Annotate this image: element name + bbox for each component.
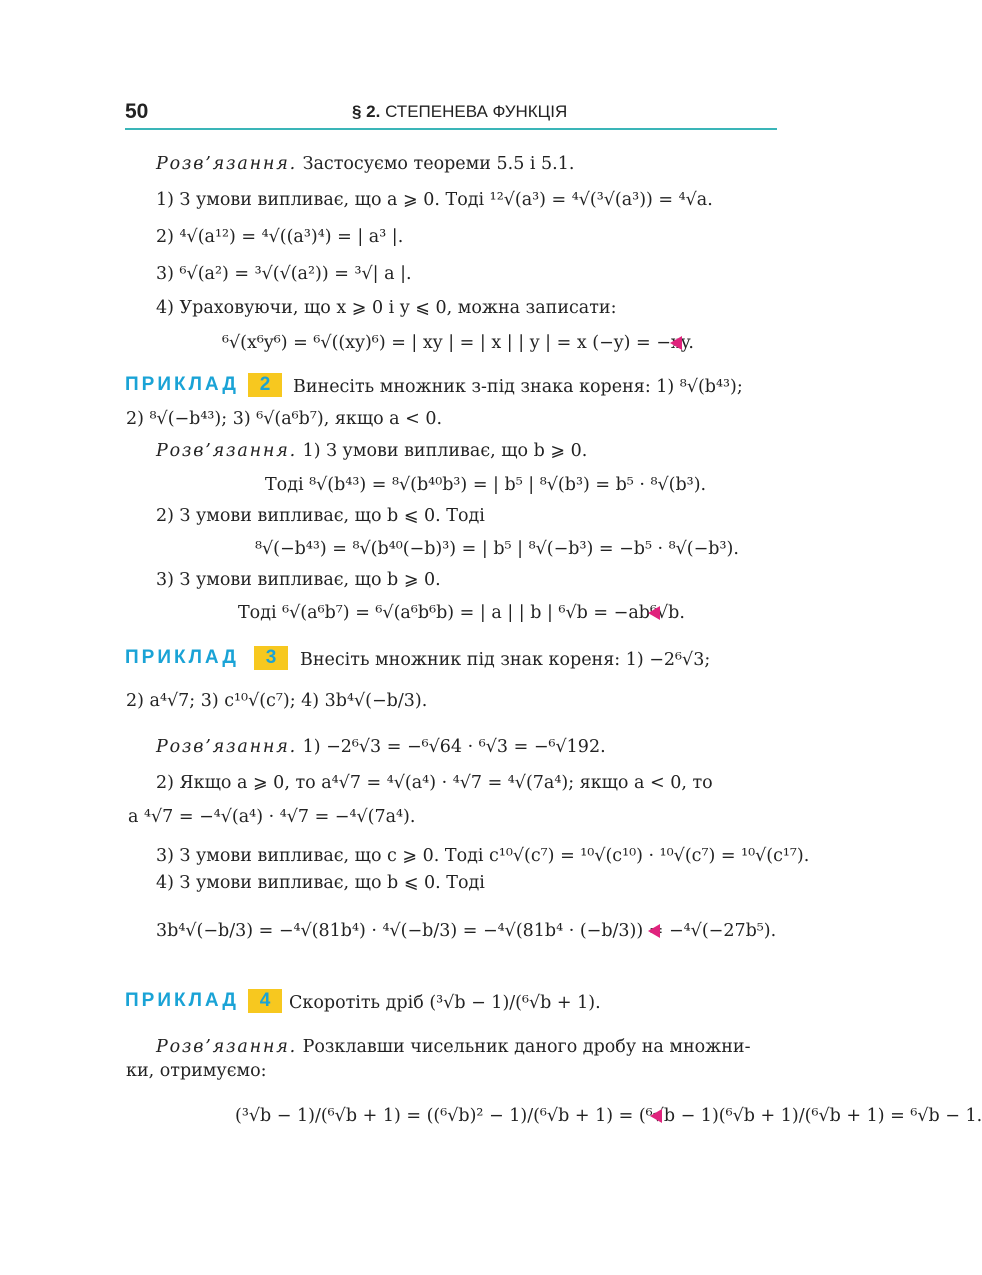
solution-line [156,440,587,462]
example-task: Скоротіть дріб (³√b − 1)/(⁶√b + 1). [289,993,601,1013]
solution-line: ки, отримуємо: [126,1061,267,1081]
solution-line: 3) ⁶√(a²) = ³√(√(a²)) = ³√| a |. [156,264,412,284]
section-title-text: СТЕПЕНЕВА ФУНКЦІЯ [385,102,568,121]
formula-line: ⁸√(−b⁴³) = ⁸√(b⁴⁰(−b)³) = | b⁵ | ⁸√(−b³) = −b⁵ · ⁸√(−b³). [255,539,739,559]
example-number: 2 [248,373,282,397]
end-of-solution-marker [648,606,660,620]
page-number: 50 [125,100,149,123]
solution-text: 1) −2⁶√3 = −⁶√64 · ⁶√3 = −⁶√192. [302,737,606,757]
formula-line: Тоді ⁶√(a⁶b⁷) = ⁶√(a⁶b⁶b) = | a | | b | ⁶√b = −ab⁶√b. [238,603,685,623]
solution-intro-text: Застосуємо теореми 5.5 і 5.1. [302,154,575,174]
example-number: 4 [248,989,282,1013]
solution-text: Розклавши чисельник даного дробу на множни- [302,1037,751,1057]
solution-line [156,1036,751,1058]
solution-label: Розв’язання. [156,737,297,757]
formula-line: 3b⁴√(−b/3) = −⁴√(81b⁴) · ⁴√(−b/3) = −⁴√(81b⁴ · (−b/3)) = −⁴√(−27b⁵). [156,921,777,941]
section-title [352,102,567,122]
solution-label: Розв’язання. [156,154,297,174]
example-task: 2) a⁴√7; 3) c¹⁰√(c⁷); 4) 3b⁴√(−b/3). [126,691,428,711]
example-task: Внесіть множник під знак кореня: 1) −2⁶√3; [300,650,711,670]
solution-text: 1) З умови випливає, що b ⩾ 0. [302,441,588,461]
solution-label: Розв’язання. [156,1037,297,1057]
example-label: ПРИКЛАД [125,990,239,1011]
example-task: 2) ⁸√(−b⁴³); 3) ⁶√(a⁶b⁷), якщо a < 0. [126,409,443,429]
solution-line [156,736,606,758]
end-of-solution-marker [650,1109,662,1123]
header-rule [125,128,777,130]
formula-line: Тоді ⁸√(b⁴³) = ⁸√(b⁴⁰b³) = | b⁵ | ⁸√(b³) = b⁵ · ⁸√(b³). [265,475,707,495]
solution-intro [156,153,574,175]
example-number: 3 [254,646,288,670]
example-label: ПРИКЛАД [125,647,239,668]
solution-label: Розв’язання. [156,441,297,461]
formula-line: (³√b − 1)/(⁶√b + 1) = ((⁶√b)² − 1)/(⁶√b + 1) = (⁶√b − 1)(⁶√b + 1)/(⁶√b + 1) = ⁶√b − 1. [235,1106,982,1126]
section-mark: § 2. [352,102,381,121]
solution-line: 1) З умови випливає, що a ⩾ 0. Тоді ¹²√(a³) = ⁴√(³√(a³)) = ⁴√a. [156,190,713,210]
solution-line: 3) З умови випливає, що c ⩾ 0. Тоді c¹⁰√(c⁷) = ¹⁰√(c¹⁰) · ¹⁰√(c⁷) = ¹⁰√(c¹⁷). [156,846,810,866]
example-label: ПРИКЛАД [125,374,239,395]
end-of-solution-marker [648,924,660,938]
solution-line: 2) ⁴√(a¹²) = ⁴√((a³)⁴) = | a³ |. [156,227,404,247]
solution-line: 4) Ураховуючи, що x ⩾ 0 і y ⩽ 0, можна записати: [156,298,617,318]
solution-line: 2) Якщо a ⩾ 0, то a⁴√7 = ⁴√(a⁴) · ⁴√7 = ⁴√(7a⁴); якщо a < 0, то [156,773,713,793]
formula-line: ⁶√(x⁶y⁶) = ⁶√((xy)⁶) = | xy | = | x | | y | = x (−y) = −xy. [222,333,694,353]
solution-line: 3) З умови випливає, що b ⩾ 0. [156,570,441,590]
solution-line: 4) З умови випливає, що b ⩽ 0. Тоді [156,873,485,893]
end-of-solution-marker [670,336,682,350]
example-task: Винесіть множник з-під знака кореня: 1) ⁸√(b⁴³); [293,377,743,397]
solution-line: a ⁴√7 = −⁴√(a⁴) · ⁴√7 = −⁴√(7a⁴). [128,807,416,827]
solution-line: 2) З умови випливає, що b ⩽ 0. Тоді [156,506,485,526]
